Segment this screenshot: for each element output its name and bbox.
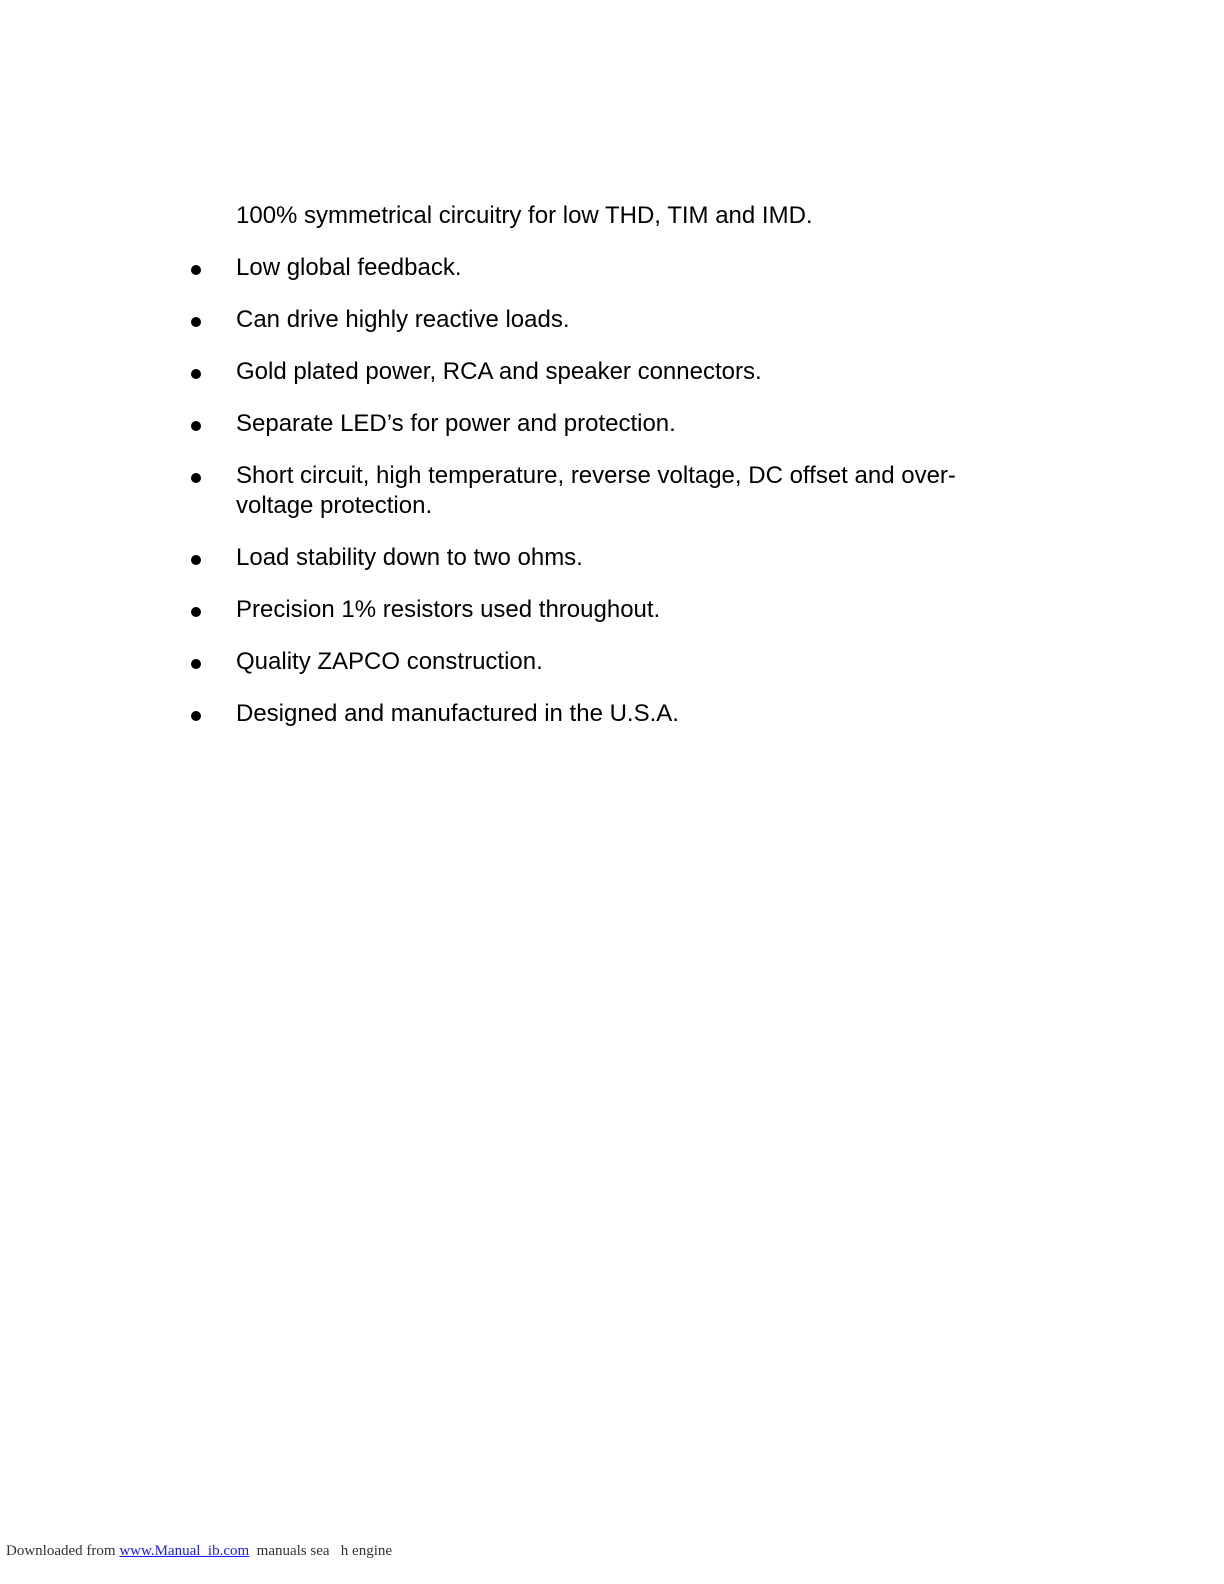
list-item-text: Load stability down to two ohms. xyxy=(236,544,583,571)
bullet-icon xyxy=(191,659,201,669)
list-item xyxy=(236,543,1026,573)
bullet-icon xyxy=(191,317,201,327)
bullet-icon xyxy=(191,421,201,431)
footer-link[interactable]: www.Manual ib.com xyxy=(119,1543,250,1559)
list-item-text: Low global feedback. xyxy=(236,254,462,281)
bullet-icon xyxy=(191,265,201,275)
list-item-text: Can drive highly reactive loads. xyxy=(236,306,570,333)
list-item xyxy=(236,699,1026,729)
bullet-icon xyxy=(191,555,201,565)
bullet-icon xyxy=(191,607,201,617)
list-item xyxy=(236,595,1026,625)
list-item-text: Separate LED’s for power and protection. xyxy=(236,410,676,437)
list-item xyxy=(236,357,1026,387)
list-item xyxy=(236,647,1026,677)
list-item xyxy=(236,409,1026,439)
bullet-icon xyxy=(191,711,201,721)
list-item-text: Quality ZAPCO construction. xyxy=(236,648,543,675)
continued-feature-text: 100% symmetrical circuitry for low THD, TIM and IMD. xyxy=(236,202,813,229)
list-item-text: Short circuit, high temperature, reverse voltage, DC offset and over-voltage protection. xyxy=(236,462,956,519)
footer-prefix: Downloaded from xyxy=(6,1543,120,1559)
download-footer xyxy=(6,1541,392,1561)
footer-suffix: manuals sea h engine xyxy=(249,1543,393,1559)
list-item-text: Precision 1% resistors used throughout. xyxy=(236,596,661,623)
bullet-icon xyxy=(191,473,201,483)
bullet-icon xyxy=(191,369,201,379)
list-item xyxy=(236,253,1026,283)
list-item xyxy=(236,305,1026,335)
list-item-text: Designed and manufactured in the U.S.A. xyxy=(236,700,679,727)
list-item-text: Gold plated power, RCA and speaker connectors. xyxy=(236,358,762,385)
list-item xyxy=(236,461,1026,521)
